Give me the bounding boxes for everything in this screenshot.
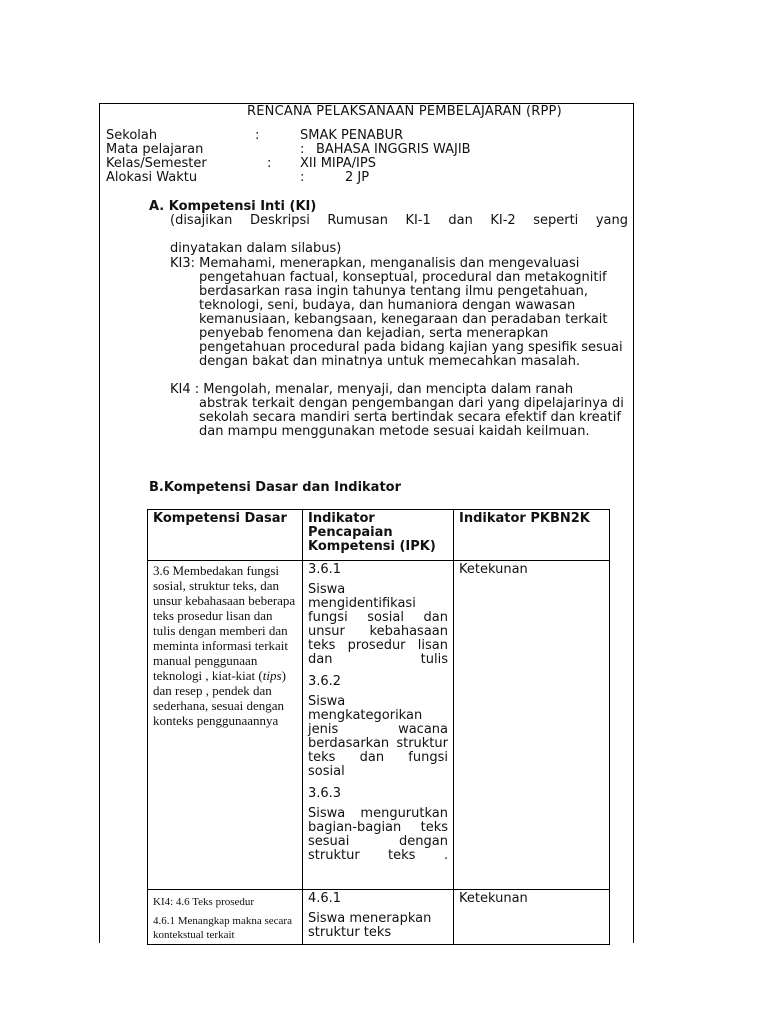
identity-sep-subject: :	[300, 142, 305, 157]
ipk-text-4: Siswa menerapkan struktur teks	[308, 911, 432, 940]
document-page	[99, 103, 634, 943]
ipk-number-1: 3.6.1	[308, 562, 342, 577]
section-a-note-line2: dinyatakan dalam silabus)	[170, 241, 342, 256]
identity-label-subject: Mata pelajaran	[106, 142, 204, 157]
ipk-text-2: Siswa mengkategorikan jenis wacana berdasarkan struktur teks dan fungsi sosial	[308, 694, 448, 779]
identity-value-class: XII MIPA/IPS	[300, 156, 376, 171]
ipk-number-3: 3.6.3	[308, 786, 342, 801]
identity-value-school: SMAK PENABUR	[300, 128, 404, 143]
identity-value-subject: BAHASA INGGRIS WAJIB	[316, 142, 471, 157]
kd-4-6-line1: KI4: 4.6 Teks prosedur	[153, 896, 255, 908]
ki3-paragraph	[170, 257, 630, 369]
identity-sep-school: :	[255, 128, 260, 143]
section-a-note-line1: (disajikan Deskripsi Rumusan KI-1 dan KI-2 seperti yang	[170, 213, 628, 228]
ipk-text-1: Siswa mengidentifikasi fungsi sosial dan unsur kebahasaan teks prosedur lisan dan tulis	[308, 582, 448, 667]
table-row	[148, 890, 610, 945]
ki4-paragraph	[170, 383, 630, 439]
ki4-first-line: KI4 : Mengolah, menalar, menyaji, dan mencipta dalam ranah	[170, 382, 574, 397]
identity-label-time: Alokasi Waktu	[106, 170, 198, 185]
pkbn2k-cell-2: Ketekunan	[454, 890, 610, 945]
kd-text-a: 3.6 Membedakan fungsi sosial, struktur teks, dan unsur kebahasaan beberapa teks prosedur lisan dan tulis dengan memberi dan meminta informasi terkait manual penggunaan teknologi , kiat-kiat (	[153, 563, 296, 683]
ipk-cell-3-6	[303, 561, 454, 890]
section-a-note	[170, 214, 628, 256]
kd-text-b: ) dan resep , pendek dan sederhana, sesuai dengan konteks penggunaannya	[153, 668, 286, 728]
table-row	[148, 561, 610, 890]
competency-table	[147, 509, 610, 945]
section-b-heading: B.Kompetensi Dasar dan Indikator	[149, 480, 401, 495]
ki3-first-line: KI3: Memahami, menerapkan, menganalisis dan mengevaluasi	[170, 256, 580, 271]
table-header-row	[148, 510, 610, 561]
identity-label-class: Kelas/Semester	[106, 156, 207, 171]
document-title: RENCANA PELAKSANAAN PEMBELAJARAN (RPP)	[247, 104, 562, 119]
ipk-number-2: 3.6.2	[308, 674, 342, 689]
identity-sep-class: :	[267, 156, 272, 171]
ipk-text-3: Siswa mengurutkan bagian-bagian teks sesuai dengan struktur teks .	[308, 806, 448, 863]
ipk-number-4: 4.6.1	[308, 891, 342, 906]
kd-4-6-line2: 4.6.1 Menangkap makna secara kontekstual terkait	[153, 915, 292, 941]
kd-cell-4-6	[148, 890, 303, 945]
kd-cell-3-6	[148, 561, 303, 890]
pkbn2k-cell-1: Ketekunan	[454, 561, 610, 890]
section-a-heading: A. Kompetensi Inti (KI)	[149, 199, 317, 214]
ki3-body: pengetahuan factual, konseptual, procedural dan metakognitif berdasarkan rasa ingin tahunya tentang ilmu pengetahuan, teknologi, seni, budaya, dan humaniora dengan wawasan kemanusiaan, kebangsaan, kenegaraan dan peradaban terkait penyebab fenomena dan kejadian, serta menerapkan pengetahuan procedural pada bidang kajian yang spesifik sesuai dengan bakat dan minatnya untuk memecahkan masalah.	[199, 270, 623, 369]
identity-label-school: Sekolah	[106, 128, 158, 143]
kd-text-tips: tips	[262, 668, 282, 683]
identity-value-time: 2 JP	[345, 170, 370, 185]
ipk-cell-4-6	[303, 890, 454, 945]
header-pkbn2k: Indikator PKBN2K	[454, 510, 610, 561]
header-ipk: Indikator Pencapaian Kompetensi (IPK)	[303, 510, 454, 561]
identity-sep-time: :	[300, 170, 305, 185]
ki4-body: abstrak terkait dengan pengembangan dari yang dipelajarinya di sekolah secara mandiri serta bertindak secara efektif dan kreatif dan mampu menggunakan metode sesuai kaidah keilmuan.	[199, 396, 624, 439]
header-kompetensi-dasar: Kompetensi Dasar	[148, 510, 303, 561]
